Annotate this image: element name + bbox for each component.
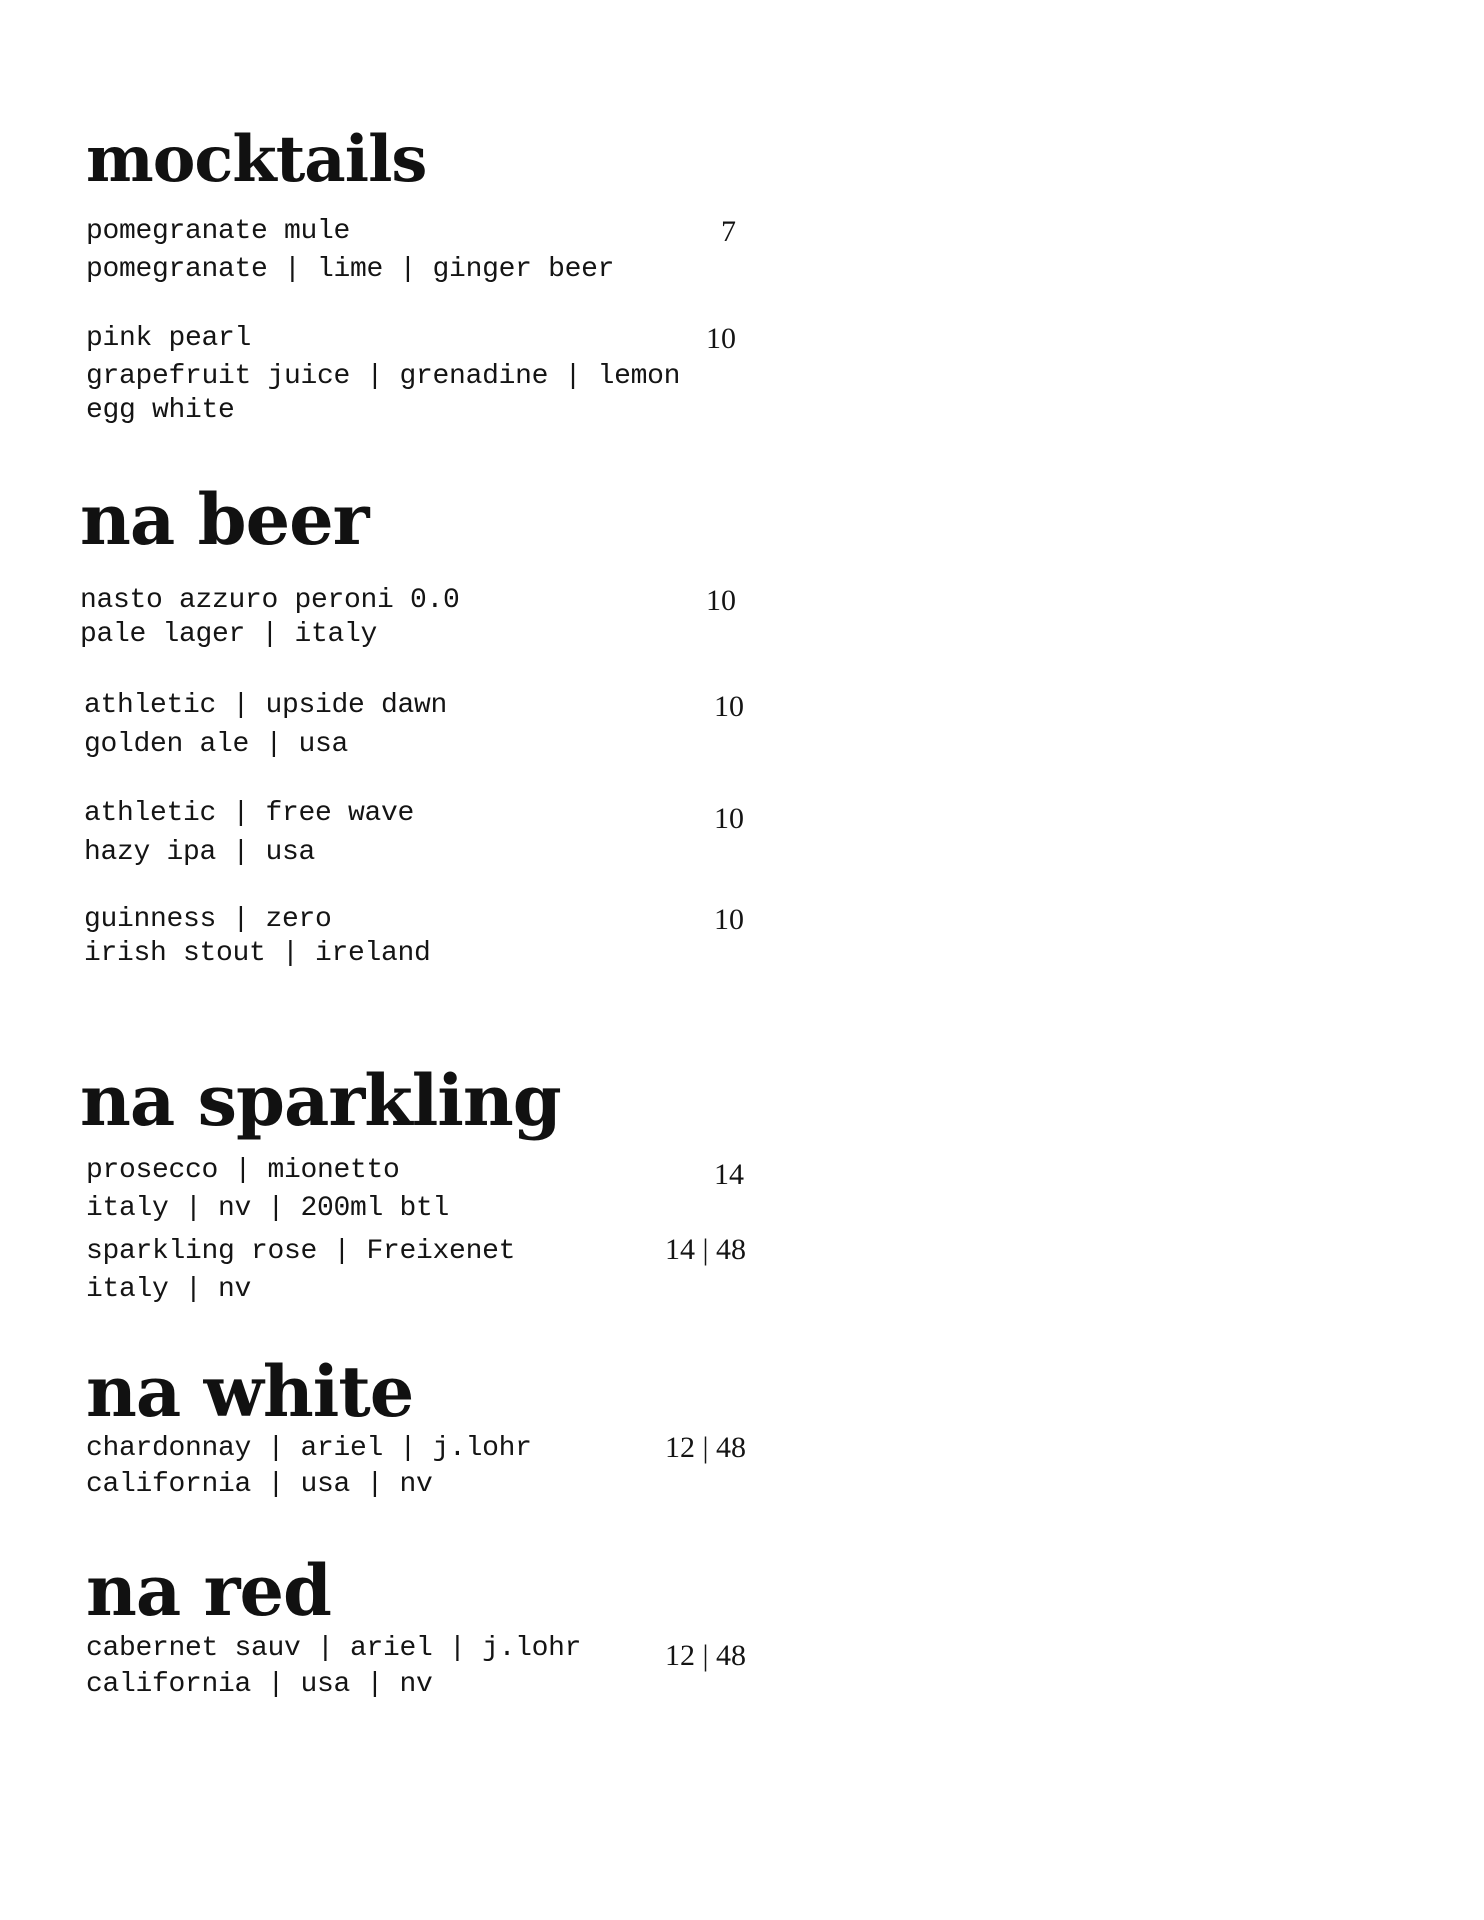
section-title-na-red: na red [86,1549,331,1632]
section-title-na-white: na white [86,1350,414,1433]
item-price: 10 [706,322,736,355]
item-details: golden ale | usa [84,729,349,760]
menu-item-pomegranate-mule [86,213,736,289]
item-price: 10 [706,584,736,617]
item-price: 10 [714,690,744,723]
item-name: sparkling rose | Freixenet [86,1236,516,1267]
menu-item-pink-pearl [86,320,736,426]
section-title-mocktails: mocktails [86,122,427,197]
item-price: 10 [714,903,744,936]
item-price: 12 | 48 [664,1639,746,1672]
menu-item-upside-dawn [84,686,744,764]
item-name: athletic | upside dawn [84,690,448,721]
menu-item-free-wave [84,794,744,872]
item-price: 14 | 48 [664,1233,746,1266]
item-details: pale lager | italy [80,619,378,650]
item-details: irish stout | ireland [84,938,431,969]
item-details: hazy ipa | usa [84,837,316,868]
item-price: 10 [714,802,744,835]
item-name: pomegranate mule [86,216,351,247]
menu-item-guinness-zero [84,903,744,971]
item-details: pomegranate | lime | ginger beer [86,254,615,285]
menu-item-sparkling-rose [86,1233,746,1309]
item-details: california | usa | nv [86,1469,433,1500]
menu-item-prosecco-mionetto [86,1152,744,1228]
item-details: italy | nv [86,1274,252,1305]
menu-item-chardonnay-ariel [86,1431,746,1503]
item-details: egg white [86,395,235,426]
menu-item-cabernet-ariel [86,1631,746,1703]
item-price: 7 [721,215,736,248]
item-name: cabernet sauv | ariel | j.lohr [86,1633,582,1664]
item-name: pink pearl [86,323,252,354]
item-name: prosecco | mionetto [86,1155,400,1186]
section-title-na-sparkling: na sparkling [80,1059,561,1142]
item-price: 14 [714,1158,744,1191]
item-details: grapefruit juice | grenadine | lemon [86,361,681,392]
item-name: athletic | free wave [84,798,415,829]
item-name: guinness | zero [84,904,332,935]
item-details: italy | nv | 200ml btl [86,1193,450,1224]
item-name: nasto azzuro peroni 0.0 [80,585,460,616]
menu-item-peroni [80,584,736,652]
item-details: california | usa | nv [86,1669,433,1700]
section-title-na-beer: na beer [80,478,369,561]
item-price: 12 | 48 [664,1431,746,1464]
item-name: chardonnay | ariel | j.lohr [86,1433,532,1464]
